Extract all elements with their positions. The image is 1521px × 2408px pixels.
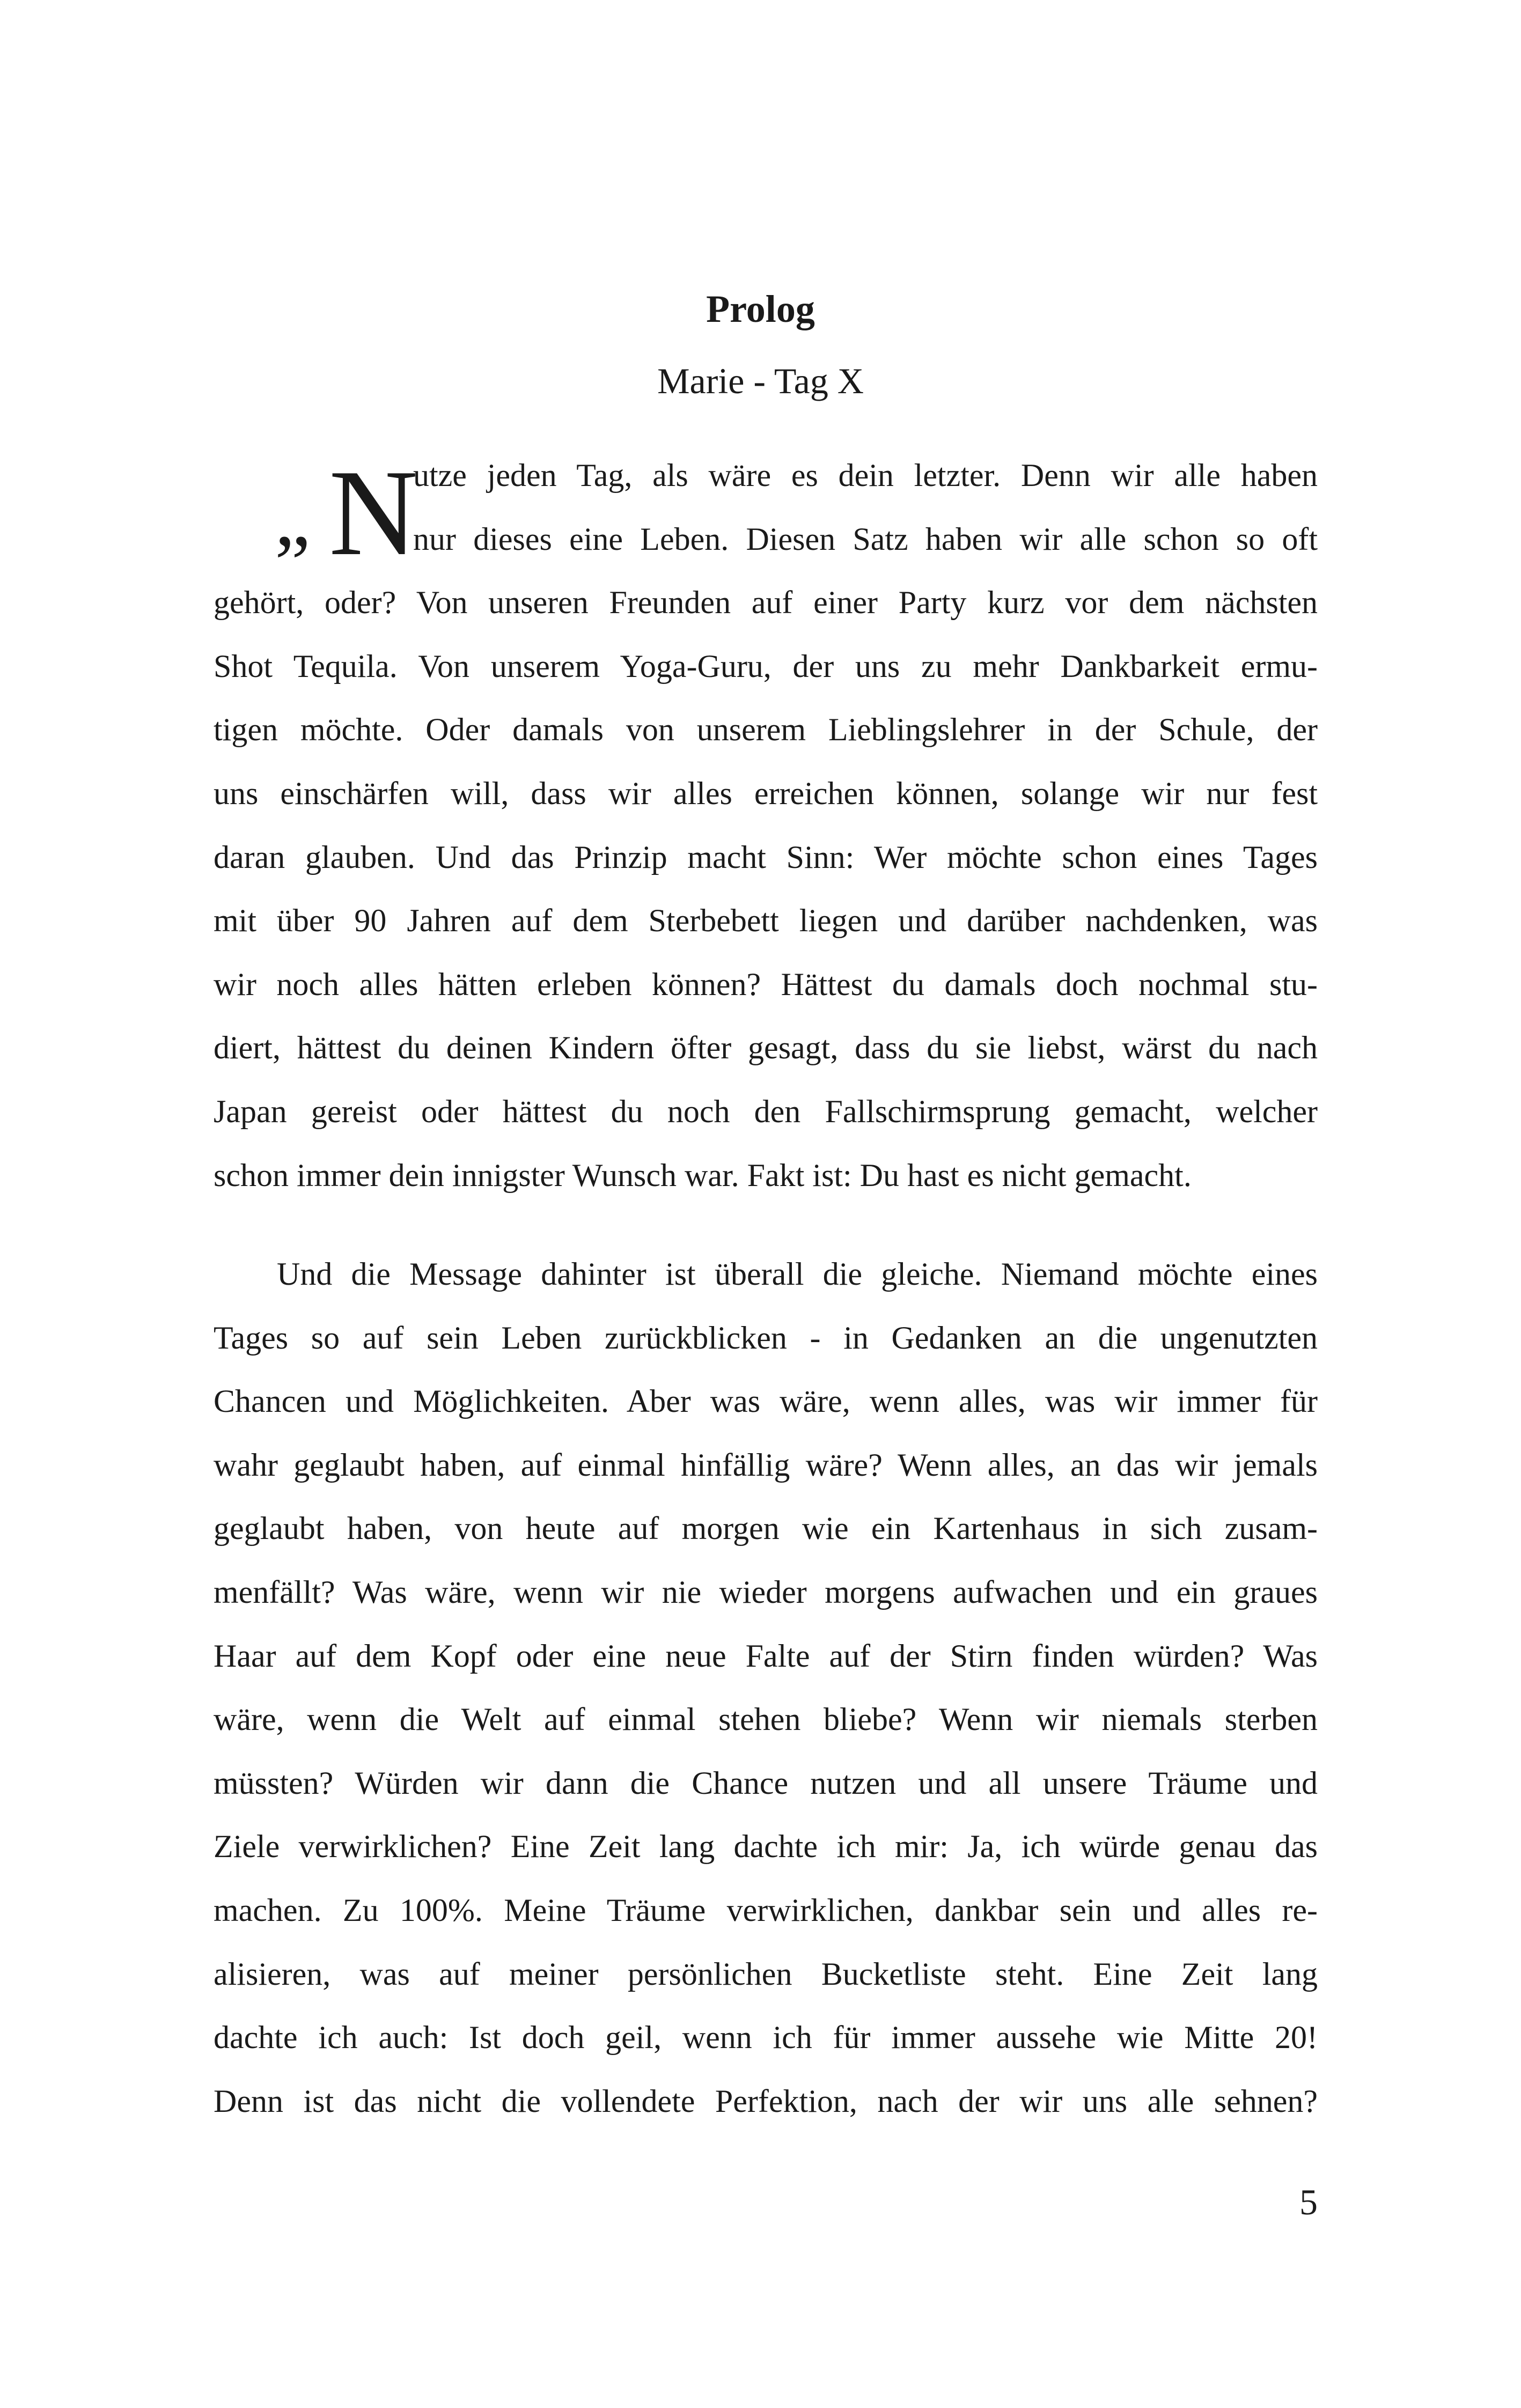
text-line: Tages so auf sein Leben zurückblicken - in Gedanken an die ungenutzten bbox=[214, 1320, 1318, 1356]
text-line: gehört, oder? Von unseren Freunden auf einer Party kurz vor dem nächsten bbox=[214, 585, 1318, 621]
drop-cap-quote-mark: „ bbox=[275, 474, 311, 563]
text-line: menfällt? Was wäre, wenn wir nie wieder morgens aufwachen und ein graues bbox=[214, 1574, 1318, 1610]
paragraph-2 bbox=[214, 1242, 1318, 2133]
text-line: dachte ich auch: Ist doch geil, wenn ich für immer aussehe wie Mitte 20! bbox=[214, 2020, 1318, 2056]
chapter-subtitle: Marie - Tag X bbox=[657, 360, 864, 401]
drop-cap-letter: N bbox=[329, 444, 418, 581]
text-line: alisieren, was auf meiner persönlichen Bucketliste steht. Eine Zeit lang bbox=[214, 1956, 1318, 1992]
text-line: diert, hättest du deinen Kindern öfter gesagt, dass du sie liebst, wärst du nach bbox=[214, 1030, 1318, 1066]
text-line: Ziele verwirklichen? Eine Zeit lang dachte ich mir: Ja, ich würde genau das bbox=[214, 1829, 1318, 1865]
text-line: utze jeden Tag, als wäre es dein letzter. Denn wir alle haben bbox=[413, 458, 1318, 493]
text-line: machen. Zu 100%. Meine Träume verwirklichen, dankbar sein und alles re- bbox=[214, 1892, 1318, 1928]
text-line: Denn ist das nicht die vollendete Perfektion, nach der wir uns alle sehnen? bbox=[214, 2083, 1318, 2119]
text-line: müssten? Würden wir dann die Chance nutzen und all unsere Träume und bbox=[214, 1765, 1318, 1801]
text-line: tigen möchte. Oder damals von unserem Lieblingslehrer in der Schule, der bbox=[214, 712, 1318, 748]
chapter-title: Prolog bbox=[706, 288, 815, 331]
drop-cap bbox=[214, 444, 418, 581]
page-number: 5 bbox=[1299, 2182, 1318, 2222]
text-line: wäre, wenn die Welt auf einmal stehen bliebe? Wenn wir niemals sterben bbox=[214, 1702, 1318, 1737]
text-line: uns einschärfen will, dass wir alles erreichen können, solange wir nur fest bbox=[214, 775, 1318, 811]
text-line: Und die Message dahinter ist überall die gleiche. Niemand möchte eines bbox=[277, 1256, 1318, 1292]
text-line: Haar auf dem Kopf oder eine neue Falte auf der Stirn finden würden? Was bbox=[214, 1638, 1318, 1674]
text-line: wahr geglaubt haben, auf einmal hinfällig wäre? Wenn alles, an das wir jemals bbox=[214, 1447, 1318, 1483]
text-line: wir noch alles hätten erleben können? Hättest du damals doch nochmal stu- bbox=[214, 966, 1318, 1002]
text-line: nur dieses eine Leben. Diesen Satz haben wir alle schon so oft bbox=[413, 521, 1318, 557]
text-line: daran glauben. Und das Prinzip macht Sinn: Wer möchte schon eines Tages bbox=[214, 839, 1318, 875]
text-line: schon immer dein innigster Wunsch war. Fakt ist: Du hast es nicht gemacht. bbox=[214, 1157, 1192, 1193]
text-line: Japan gereist oder hättest du noch den Fallschirmsprung gemacht, welcher bbox=[214, 1093, 1318, 1129]
text-line: Chancen und Möglichkeiten. Aber was wäre, wenn alles, was wir immer für bbox=[214, 1383, 1318, 1419]
text-line: geglaubt haben, von heute auf morgen wie ein Kartenhaus in sich zusam- bbox=[214, 1511, 1318, 1547]
text-line: mit über 90 Jahren auf dem Sterbebett liegen und darüber nachdenken, was bbox=[214, 903, 1318, 939]
paragraph-1 bbox=[214, 444, 1318, 1207]
text-line: Shot Tequila. Von unserem Yoga-Guru, der uns zu mehr Dankbarkeit ermu- bbox=[214, 648, 1318, 684]
